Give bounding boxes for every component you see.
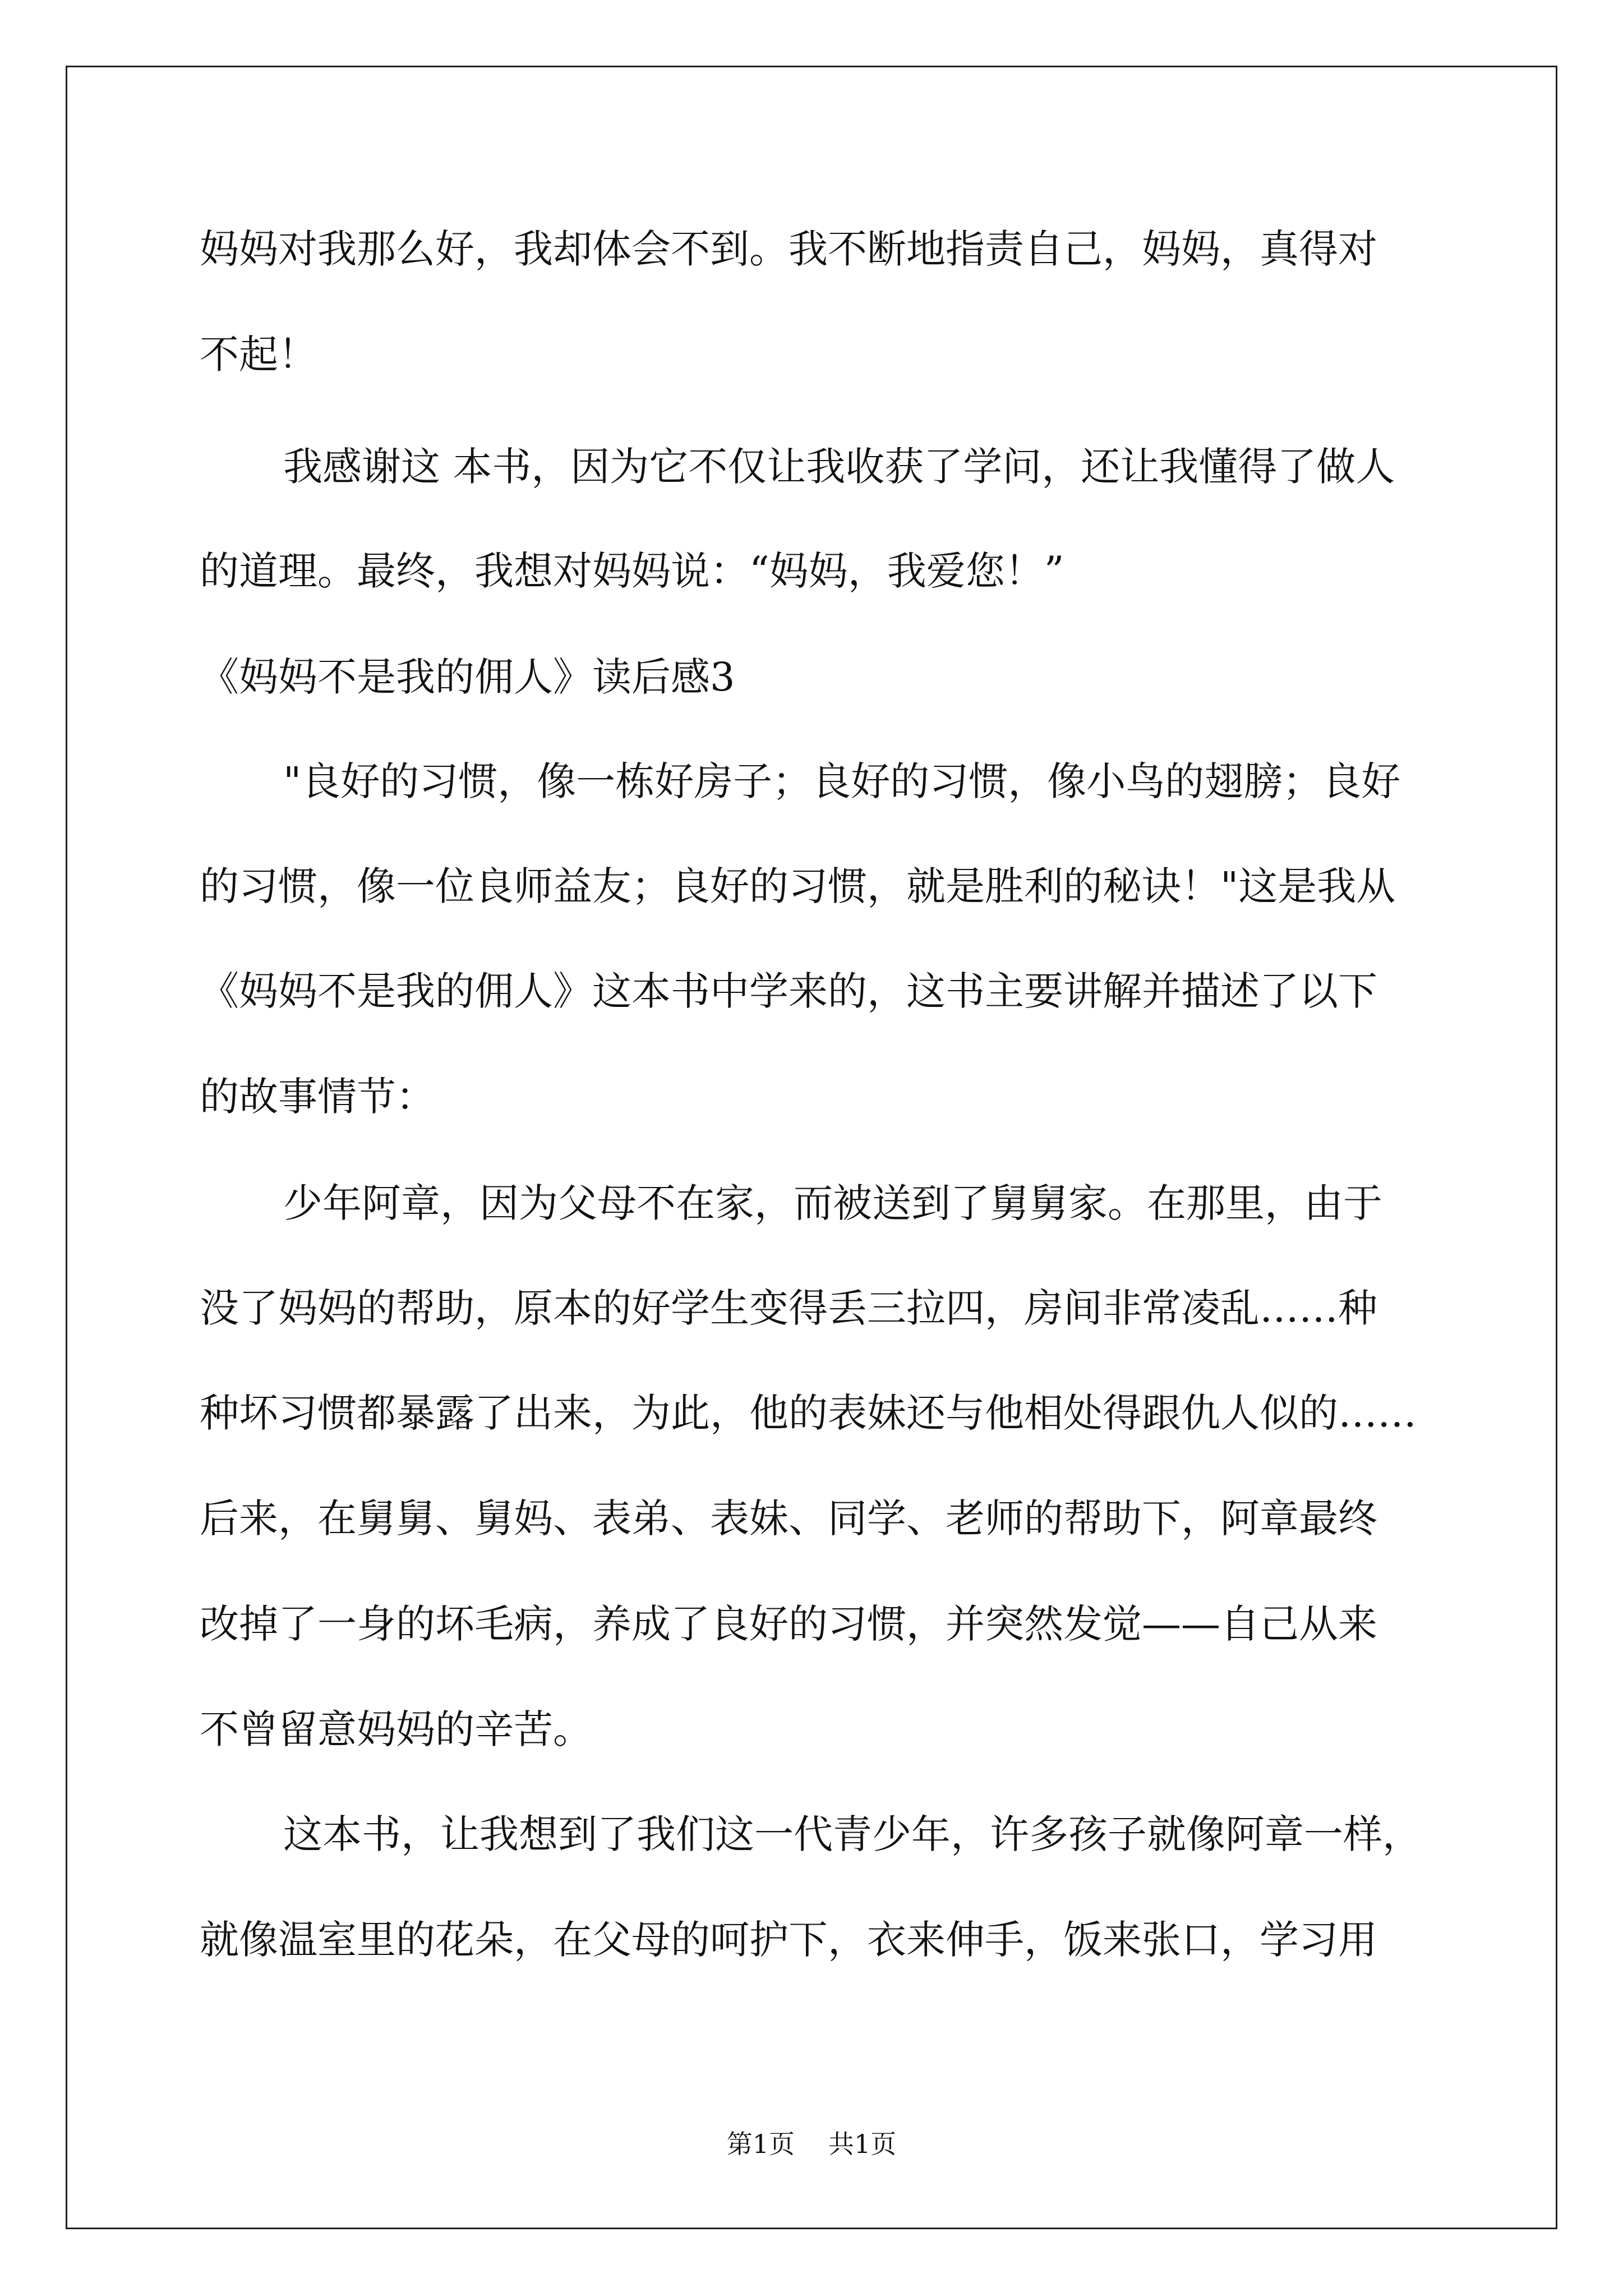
page-count: 共1页	[828, 2129, 897, 2159]
text-line: 《妈妈不是我的佣人》这本书中学来的，这书主要讲解并描述了以下	[200, 968, 1377, 1014]
paragraph-start-line: "良好的习惯，像一栋好房子；良好的习惯，像小鸟的翅膀；良好	[283, 758, 1401, 804]
text-line: 不起！	[200, 332, 317, 378]
paragraph-start-line: 我感谢这 本书，因为它不仅让我收获了学问，还让我懂得了做人	[283, 444, 1395, 490]
text-line: 的习惯，像一位良师益友；良好的习惯，就是胜利的秘诀！"这是我从	[200, 863, 1396, 909]
text-line: 就像温室里的花朵，在父母的呵护下，衣来伸手，饭来张口，学习用	[200, 1917, 1377, 1963]
page-footer	[0, 2131, 1623, 2157]
text-line: 的故事情节：	[200, 1074, 435, 1120]
page-number: 第1页	[726, 2129, 795, 2159]
text-line: 的道理。最终，我想对妈妈说：“妈妈，我爱您！”	[200, 548, 1064, 594]
page-border	[66, 66, 1557, 2229]
text-line: 改掉了一身的坏毛病，养成了良好的习惯，并突然发觉——自己从来	[200, 1601, 1377, 1647]
text-line: 妈妈对我那么好，我却体会不到。我不断地指责自己，妈妈，真得对	[200, 226, 1377, 272]
section-heading: 《妈妈不是我的佣人》读后感3	[200, 654, 735, 700]
paragraph-start-line: 这本书，让我想到了我们这一代青少年，许多孩子就像阿章一样，	[283, 1811, 1422, 1857]
paragraph-start-line: 少年阿章，因为父母不在家，而被送到了舅舅家。在那里，由于	[283, 1180, 1382, 1226]
text-line: 不曾留意妈妈的辛苦。	[200, 1706, 592, 1752]
text-line: 种坏习惯都暴露了出来，为此，他的表妹还与他相处得跟仇人似的……	[200, 1390, 1417, 1436]
text-line: 后来，在舅舅、舅妈、表弟、表妹、同学、老师的帮助下，阿章最终	[200, 1496, 1377, 1542]
text-line: 没了妈妈的帮助，原本的好学生变得丢三拉四，房间非常凌乱……种	[200, 1285, 1377, 1331]
